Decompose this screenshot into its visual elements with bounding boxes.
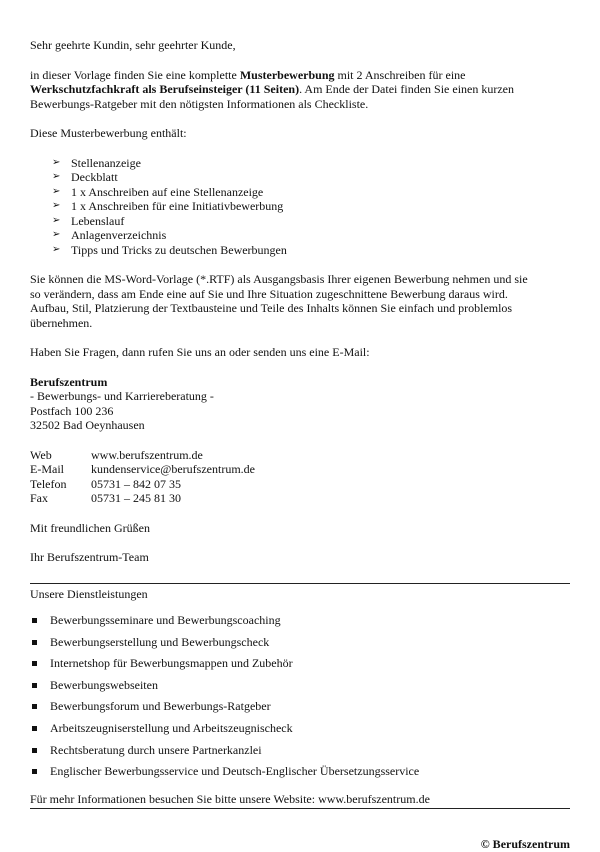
list-item: Arbeitszeugniserstellung und Arbeitszeugnischeck xyxy=(30,721,570,743)
square-bullet-icon xyxy=(32,769,37,774)
arrow-bullet-icon: ➢ xyxy=(52,200,61,211)
contact-table xyxy=(30,448,570,506)
intro-text-4: Bewerbungs-Ratgeber mit den nötigsten Informationen als Checkliste. xyxy=(30,96,369,111)
intro-bold-2: Werkschutzfachkraft als Berufseinsteiger (11 Seiten) xyxy=(30,82,300,96)
company-tagline: - Bewerbungs- und Karriereberatung - xyxy=(30,389,214,403)
divider xyxy=(30,583,570,584)
square-bullet-icon xyxy=(32,726,37,731)
intro-paragraph xyxy=(30,68,570,112)
closing: Mit freundlichen Grüßen xyxy=(30,520,150,535)
company-address-1: Postfach 100 236 xyxy=(30,403,114,418)
intro-bold-1: Musterbewerbung xyxy=(239,67,335,82)
arrow-bullet-icon: ➢ xyxy=(52,243,61,255)
list-item: Internetshop für Bewerbungsmappen und Zubehör xyxy=(30,656,570,678)
list-item: Bewerbungserstellung und Bewerbungscheck xyxy=(30,635,570,657)
company-address-2: 32502 Bad Oeynhausen xyxy=(30,418,145,432)
divider xyxy=(30,808,570,809)
services-title: Unsere Dienstleistungen xyxy=(30,586,148,601)
contact-row-email: E-Mail kundenservice@berufszentrum.de xyxy=(30,462,255,476)
intro-text-3: . Am Ende der Datei finden Sie einen kurzen xyxy=(299,82,515,96)
greeting: Sehr geehrte Kundin, sehr geehrter Kunde, xyxy=(30,38,236,52)
copyright: © Berufszentrum xyxy=(480,837,570,851)
services-list xyxy=(30,613,570,786)
square-bullet-icon xyxy=(32,661,37,666)
list-item: ➢ Lebenslauf xyxy=(52,213,125,228)
contact-row-web: Web www.berufszentrum.de xyxy=(30,447,203,462)
more-info: Für mehr Informationen besuchen Sie bitte unsere Website: www.berufszentrum.de xyxy=(30,791,430,806)
usage-paragraph: Sie können die MS-Word-Vorlage (*.RTF) als Ausgangsbasis Ihrer eigenen Bewerbung nehmen und sie so verändern, dass am Ende eine auf Sie und Ihre Situation zugeschnittene Bewerbung daraus wird. Aufbau, Stil, Platzierung der Textbausteine und Teile des Inhalts können Sie einfach und problemlos übernehmen. xyxy=(30,272,528,330)
email-link[interactable]: kundenservice@berufszentrum.de xyxy=(91,462,255,476)
list-item: ➢ Tipps und Tricks zu deutschen Bewerbungen xyxy=(52,242,287,257)
list-item: Bewerbungswebseiten xyxy=(30,678,570,700)
square-bullet-icon xyxy=(32,640,37,645)
list-item: ➢ Deckblatt xyxy=(52,170,118,184)
contact-row-fax: Fax 05731 – 245 81 30 xyxy=(30,491,181,505)
square-bullet-icon xyxy=(32,704,37,709)
list-item: Bewerbungsseminare und Bewerbungscoaching xyxy=(30,613,570,635)
arrow-bullet-icon: ➢ xyxy=(52,185,61,197)
questions-line: Haben Sie Fragen, dann rufen Sie uns an oder senden uns eine E-Mail: xyxy=(30,345,370,359)
list-item: Bewerbungsforum und Bewerbungs-Ratgeber xyxy=(30,699,570,721)
square-bullet-icon xyxy=(32,683,37,688)
list-item: ➢ Stellenanzeige xyxy=(52,155,141,170)
list-item: ➢ 1 x Anschreiben auf eine Stellenanzeige xyxy=(52,184,264,199)
arrow-bullet-icon: ➢ xyxy=(52,214,61,226)
arrow-bullet-icon: ➢ xyxy=(52,229,61,240)
contents-list xyxy=(30,156,570,258)
contents-heading: Diese Musterbewerbung enthält: xyxy=(30,126,187,140)
list-item: ➢ 1 x Anschreiben für eine Initiativbewerbung xyxy=(52,199,284,213)
list-item: Englischer Bewerbungsservice und Deutsch-Englischer Übersetzungsservice xyxy=(30,764,570,786)
company-block xyxy=(30,375,570,433)
square-bullet-icon xyxy=(32,618,37,623)
arrow-bullet-icon: ➢ xyxy=(52,156,61,168)
signature: Ihr Berufszentrum-Team xyxy=(30,550,149,564)
company-name: Berufszentrum xyxy=(30,374,108,389)
arrow-bullet-icon: ➢ xyxy=(52,171,61,182)
list-item: Rechtsberatung durch unsere Partnerkanzlei xyxy=(30,743,570,765)
web-link[interactable]: www.berufszentrum.de xyxy=(91,447,203,462)
intro-text-1: in dieser Vorlage finden Sie eine komplette xyxy=(30,67,240,82)
square-bullet-icon xyxy=(32,748,37,753)
list-item: ➢ Anlagenverzeichnis xyxy=(52,228,167,242)
contact-row-phone: Telefon 05731 – 842 07 35 xyxy=(30,476,181,491)
document-body xyxy=(30,38,570,809)
intro-text-2: mit 2 Anschreiben für eine xyxy=(334,67,466,82)
